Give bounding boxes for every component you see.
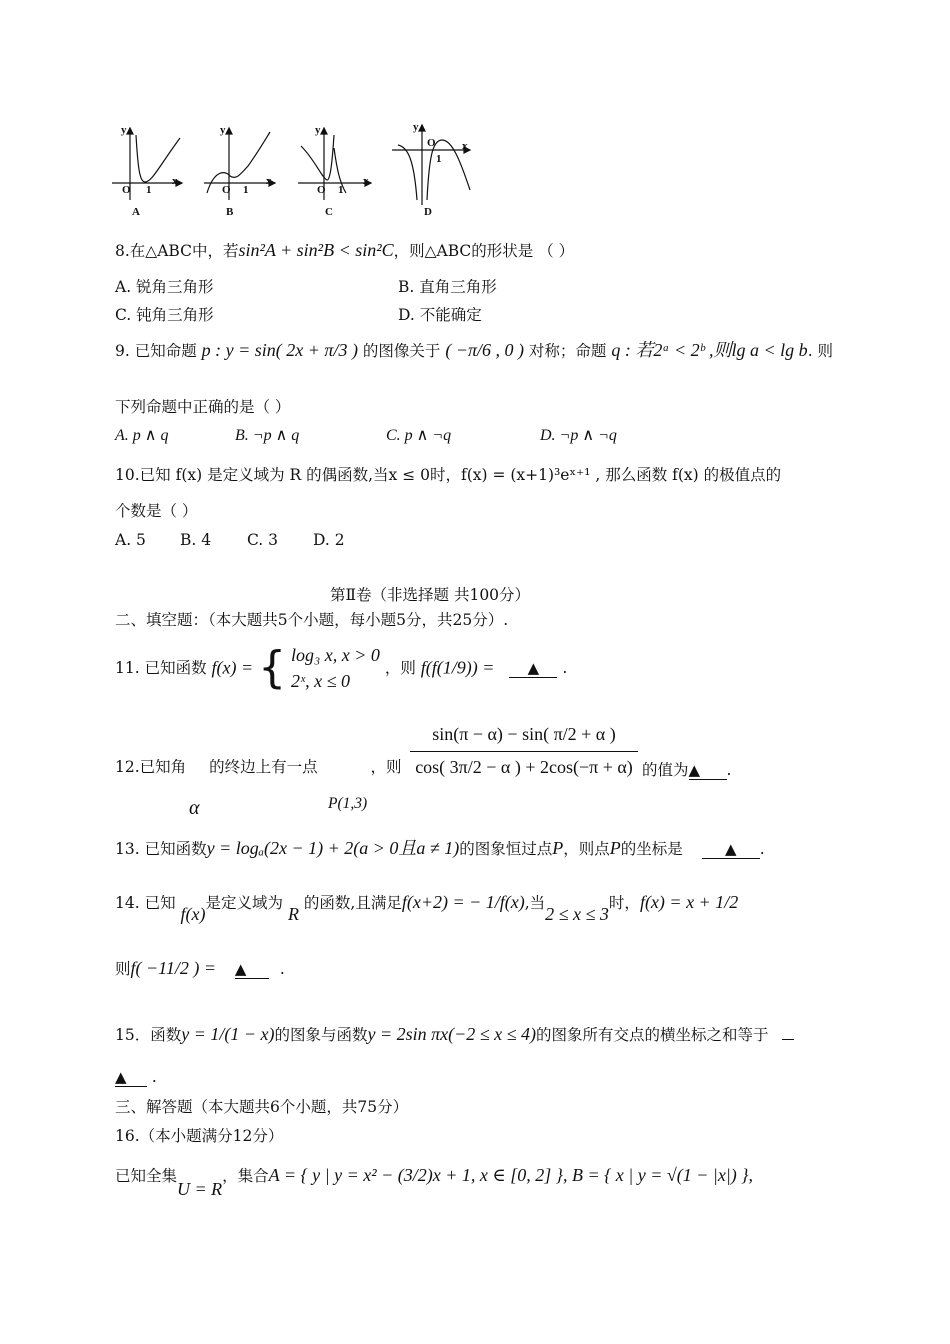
option-graphs — [0, 0, 950, 230]
graph-c-x: x — [363, 175, 369, 187]
graph-b-label: B — [226, 206, 234, 218]
q16-set-b: B = { x | y = √(1 − |x|) } — [571, 1165, 749, 1185]
q13-math: y = logₐ(2x − 1) + 2(a > 0且a ≠ 1) — [206, 838, 460, 858]
graph-d-label: D — [424, 206, 432, 218]
q14-stem: 14. 已知 f(x)是定义域为 R 的函数,且满足f(x+2) = − 1/f(x),当2 ≤ x ≤ 3时，f(x) = x + 1/2 — [115, 892, 739, 924]
graph-b-1: 1 — [243, 184, 249, 196]
graph-b-x: x — [266, 175, 272, 187]
q12-numerator: sin(π − α) − sin( π/2 + α ) — [410, 725, 638, 752]
q12-denominator: cos( 3π/2 − α ) + 2cos(−π + α) — [415, 756, 633, 777]
q11-answer-blank[interactable]: ▲ — [509, 659, 557, 678]
graph-a-y: y — [121, 124, 127, 136]
graph-d-o: O — [427, 137, 436, 149]
graph-a-x: x — [172, 175, 178, 187]
q16-set-a: A = { y | y = x² − (3/2)x + 1, x ∈ [0, 2] } — [268, 1165, 563, 1185]
q10-option-b: B. 4 — [180, 531, 212, 549]
graph-c — [298, 128, 371, 200]
q13-stem: 13. 已知函数y = logₐ(2x − 1) + 2(a > 0且a ≠ 1)的图象恒过点P，则点P的坐标是 ▲ . — [115, 838, 765, 858]
q14-cond: f(x+2) = − 1/f(x) — [401, 892, 525, 912]
q14-line2: 则f( −11/2 ) = ▲ . — [115, 958, 285, 978]
q8-stem: 8.在△ABC中，若sin²A + sin²B < sin²C，则△ABC的形状是 （ ） — [115, 240, 575, 260]
q10-stem: 10.已知 f(x) 是定义域为 R 的偶函数,当x ≤ 0时，f(x) = (x+1)³eˣ⁺¹ , 那么函数 f(x) 的极值点的 — [115, 466, 782, 484]
graph-a-label: A — [132, 206, 140, 218]
q12-fraction — [410, 725, 638, 778]
q10-option-c: C. 3 — [247, 531, 279, 549]
graph-c-y: y — [315, 124, 321, 136]
q11-case2: 2ˣ, x ≤ 0 — [291, 671, 350, 692]
q11-case1: log₃ x, x > 0 — [291, 645, 380, 665]
q12-stem: 12.已知角 的终边上有一点 ，则 — [115, 758, 402, 776]
graph-b-y: y — [220, 124, 226, 136]
q14-ask: f( −11/2 ) = — [130, 958, 216, 978]
graph-b — [204, 128, 275, 200]
q10-option-d: D. 2 — [313, 531, 345, 549]
q9-point: ( −π/6 , 0 ) — [445, 340, 524, 360]
q12-tail: 的值为▲ . — [642, 761, 732, 779]
graph-d-y: y — [413, 121, 419, 133]
q9-line2: 下列命题中正确的是（ ） — [115, 398, 291, 416]
q15-answer-blank[interactable]: ▲ — [115, 1068, 147, 1087]
fill-header: 二、填空题：（本大题共5个小题，每小题5分，共25分）. — [115, 611, 509, 629]
q8-option-c: C. 钝角三角形 — [115, 306, 214, 324]
q9-q-def: q : 若2ᵃ < 2ᵇ ,则lg a < lg b — [611, 340, 808, 360]
q12-answer-blank[interactable]: ▲ — [689, 761, 727, 780]
graph-b-o: O — [222, 184, 231, 196]
q9-p-def: p : y = sin( 2x + π/3 ) — [201, 340, 358, 360]
q10-line2: 个数是（ ） — [115, 502, 198, 520]
section3-header: 三、解答题（本大题共6个小题，共75分） — [115, 1098, 409, 1116]
q10-option-a: A. 5 — [115, 531, 146, 549]
graph-a-1: 1 — [146, 184, 152, 196]
q15-f1: y = 1/(1 − x) — [181, 1024, 275, 1044]
q8-option-d: D. 不能确定 — [398, 306, 482, 324]
q14-answer-blank[interactable]: ▲ — [235, 960, 269, 979]
graph-d-x: x — [462, 140, 468, 152]
graph-d-1: 1 — [436, 153, 442, 165]
q8-math: sin²A + sin²B < sin²C — [238, 240, 394, 260]
graph-c-label: C — [325, 206, 333, 218]
graph-c-o: O — [317, 184, 326, 196]
q14-def: f(x) = x + 1/2 — [639, 892, 739, 912]
q9-option-d: D. ¬p ∧ ¬q — [540, 427, 617, 444]
q15-f2: y = 2sin πx(−2 ≤ x ≤ 4) — [367, 1024, 537, 1044]
q9-option-a: A. p ∧ q — [115, 427, 169, 444]
q11-stem: 11. 已知函数 f(x) = { log₃ x, x > 0 2ˣ, x ≤ 0 ，则 f(f(1/9)) = ▲ . — [115, 642, 568, 694]
q12-alpha: α — [189, 797, 200, 819]
q8-option-a: A. 锐角三角形 — [115, 278, 214, 296]
q16-title: 16.（本小题满分12分） — [115, 1127, 284, 1145]
q9-stem: 9. 已知命题 p : y = sin( 2x + π/3 ) 的图像关于 ( −π/6 , 0 ) 对称；命题 q : 若2ᵃ < 2ᵇ ,则lg a < lg b. 则 — [115, 340, 834, 360]
q9-option-b: B. ¬p ∧ q — [235, 427, 300, 444]
section2-title: 第Ⅱ卷（非选择题 共100分） — [330, 586, 531, 604]
q15-answer-line: ▲ . — [115, 1068, 157, 1086]
q15-stem: 15．函数y = 1/(1 − x)的图象与函数y = 2sin πx(−2 ≤ x ≤ 4)的图象所有交点的横坐标之和等于 — [115, 1024, 794, 1046]
q12-point: P(1,3) — [328, 795, 368, 812]
q11-ask: f(f(1/9)) = — [420, 657, 495, 678]
graph-a-o: O — [122, 184, 131, 196]
q13-answer-blank[interactable]: ▲ — [702, 840, 760, 859]
graph-c-1: 1 — [338, 184, 344, 196]
q8-option-b: B. 直角三角形 — [398, 278, 497, 296]
q9-option-c: C. p ∧ ¬q — [386, 427, 452, 444]
q16-stem: 已知全集U = R，集合A = { y | y = x² − (3/2)x + 1, x ∈ [0, 2] }, B = { x | y = √(1 − |x|) }, — [115, 1165, 753, 1199]
